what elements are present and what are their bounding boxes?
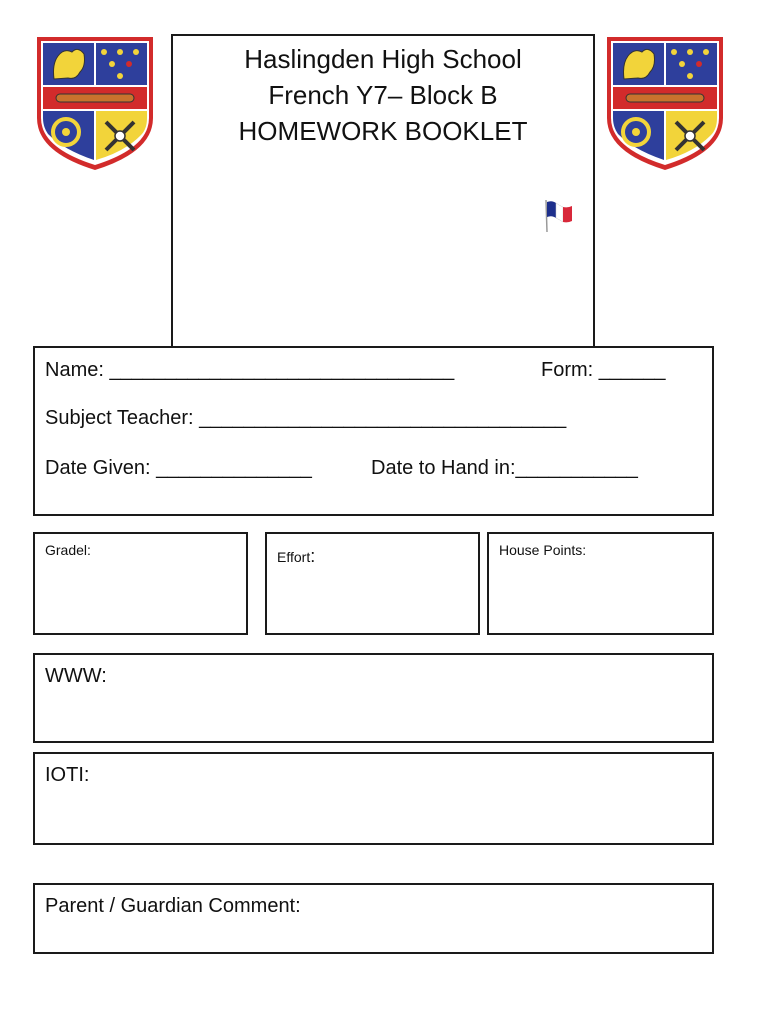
title-panel xyxy=(171,34,595,350)
name-field[interactable]: Name: _______________________________ xyxy=(45,359,455,381)
parent-comment-box[interactable] xyxy=(33,883,714,954)
www-box[interactable] xyxy=(33,653,714,743)
house-points-box[interactable] xyxy=(487,532,714,635)
school-name: Haslingden High School xyxy=(244,44,522,74)
french-flag-icon xyxy=(542,198,574,234)
effort-label: Effort: xyxy=(277,546,316,566)
left-school-crest xyxy=(34,34,156,172)
grade-label: Gradel: xyxy=(45,542,91,558)
ioti-box[interactable] xyxy=(33,752,714,845)
subject-teacher-field[interactable]: Subject Teacher: _________________________________ xyxy=(45,407,567,429)
grade-box[interactable] xyxy=(33,532,248,635)
course-title: French Y7– Block B xyxy=(268,80,498,110)
right-school-crest xyxy=(604,34,726,172)
flag-graphic xyxy=(542,198,574,234)
house-points-label: House Points: xyxy=(499,542,587,558)
booklet-title: HOMEWORK BOOKLET xyxy=(238,116,528,146)
school-crest-icon xyxy=(604,34,726,172)
school-crest-icon xyxy=(34,34,156,172)
www-label: WWW: xyxy=(45,665,107,687)
student-details-panel xyxy=(33,346,714,516)
effort-box[interactable] xyxy=(265,532,480,635)
parent-comment-label: Parent / Guardian Comment: xyxy=(45,895,301,917)
date-given-field[interactable]: Date Given: ______________ xyxy=(45,457,312,479)
form-field[interactable]: Form: ______ xyxy=(541,359,666,381)
date-hand-in-field[interactable]: Date to Hand in:___________ xyxy=(371,457,638,479)
ioti-label: IOTI: xyxy=(45,764,90,786)
